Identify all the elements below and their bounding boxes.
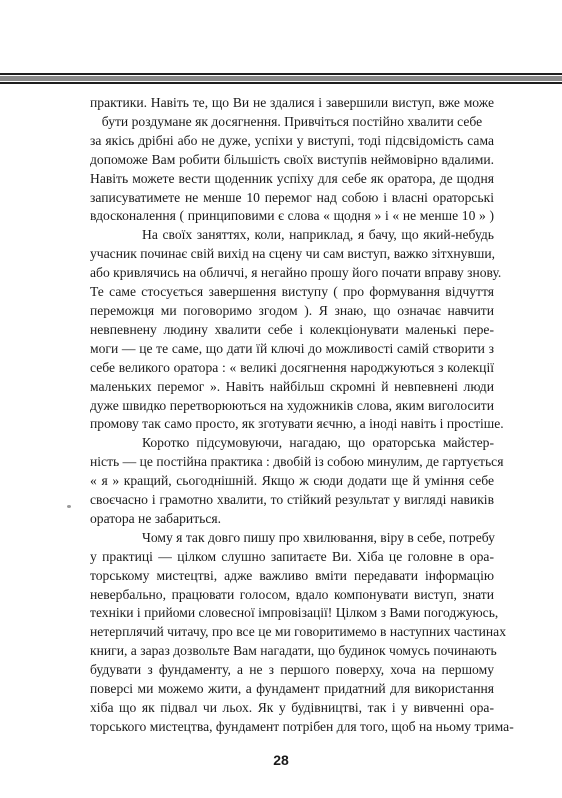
body-text xyxy=(90,94,514,737)
text-line: Навіть можете вести щоденник успіху для себе як оратора, де щодня xyxy=(90,170,494,186)
text-line: переможця ми поговоримо згодом ). Я знаю, що означає навчити xyxy=(90,302,494,318)
header-rule-bottom-line xyxy=(0,82,562,84)
text-line: або кривлячись на обличчі, я негайно прошу його почати вправу знову. xyxy=(90,265,502,281)
text-line: практики. Навіть те, що Ви не здалися і завершили виступ, вже може xyxy=(90,95,494,110)
text-line: будувати з фундаменту, а не з першого поверху, хоча на першому xyxy=(90,662,494,678)
text-line: нетерплячий читачу, про все це ми говоритимемо в наступних частинах xyxy=(90,624,507,640)
paragraph-2 xyxy=(90,226,504,434)
text-line: маленьких перемог ». Навіть найбільш скромні й невпевнені люди xyxy=(90,378,494,394)
text-line: себе великого оратора : « великі досягнення народжуються з колекції xyxy=(90,359,494,375)
text-line: хіба що як підвал чи льох. Як у будівництві, так і у вивченні ора- xyxy=(90,700,494,715)
text-line: техніки і прийоми словесної імпровізації! Цілком з Вами погоджуюсь, xyxy=(90,605,499,621)
text-line: невербально, працювати голосом, вдало компонувати виступ, знати xyxy=(90,586,494,602)
text-line: записуватимете не менше 10 перемог над собою і власні ораторські xyxy=(90,189,494,205)
text-line: вдосконалення ( принциповими є слова « щодня » і « не менше 10 » ) xyxy=(90,208,494,224)
header-rule-gray-band xyxy=(0,76,562,81)
text-line: торського мистецтва, фундамент потрібен для того, щоб на ньому трима- xyxy=(90,718,514,734)
text-line: торському мистецтві, адже важливо вміти передавати інформацію xyxy=(90,567,494,583)
text-line: учасник починає свій вихід на сцену чи сам виступ, важко зітхнувши, xyxy=(90,246,496,262)
text-line: книги, а зараз дозвольте Вам нагадати, що будинок чомусь починають xyxy=(90,643,497,659)
page-number: 28 xyxy=(273,752,289,768)
text-line: Те саме стосується завершення виступу ( про формування відчуття xyxy=(90,284,494,300)
text-line: « я » кращий, сьогоднішній. Якщо ж сюди додати ще й уміння себе xyxy=(90,473,494,489)
text-line: Коротко підсумовуючи, нагадаю, що ораторська майстер- xyxy=(142,435,494,451)
text-line: у практиці — цілком слушно запитаєте Ви. Хіба це головне в ора- xyxy=(90,548,494,564)
text-line: оратора не забариться. xyxy=(90,510,222,526)
scan-speck xyxy=(67,505,71,508)
text-line: невпевнену людину хвалити себе і колекціонувати маленькі пере- xyxy=(90,321,494,337)
text-line: Чому я так довго пишу про хвилювання, віру в себе, потребу xyxy=(142,529,495,545)
text-line: моги — це те саме, що дати їй ключі до можливості самій створити з xyxy=(90,340,494,356)
text-line: промову так само просто, як зготувати яєчню, а іноді навіть і простіше. xyxy=(90,416,504,432)
text-line: дуже швидко перетворюються на художників слова, яким виголосити xyxy=(90,397,494,413)
paragraph-1 xyxy=(90,94,494,226)
header-rule xyxy=(0,73,562,87)
text-line: бути роздумане як досягнення. Привчіться постійно хвалити себе xyxy=(101,113,483,129)
paragraph-4 xyxy=(90,529,514,737)
text-line: допоможе Вам робити більшість своїх виступів неймовірно вдалими. xyxy=(90,151,494,167)
text-line: за якісь дрібні або не дуже, успіхи у виступі, тоді підсвідомість сама xyxy=(90,132,494,148)
header-rule-top-line xyxy=(0,73,562,75)
text-line: своєчасно і грамотно хвалити, то стійкий результат у вигляді навиків xyxy=(90,492,494,508)
text-line: На своїх заняттях, коли, наприклад, я бачу, що який-небудь xyxy=(142,227,494,243)
text-line: поверсі ми можемо жити, а фундамент придатний для використання xyxy=(90,681,494,697)
text-line: ність — це постійна практика : двобій із собою минулим, де гартується xyxy=(90,454,504,470)
paragraph-3 xyxy=(90,434,504,529)
